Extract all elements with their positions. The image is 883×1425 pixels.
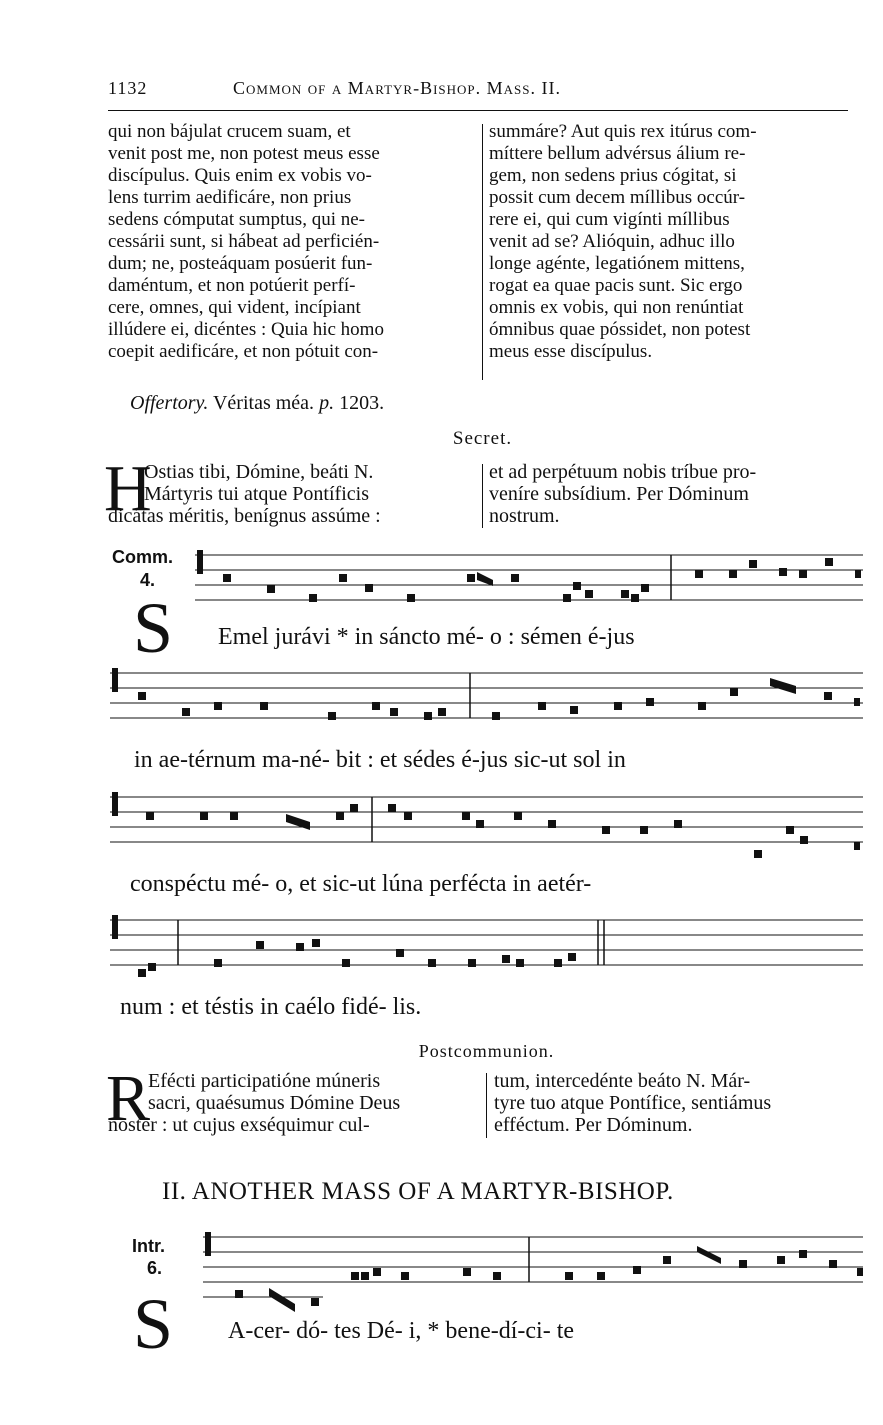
gospel-right-column: [489, 121, 854, 363]
postcommunion-left-line: noster : ut cujus exséquimur cul-: [108, 1114, 370, 1136]
gospel-left-line: lens turrim aedificáre, non prius: [108, 187, 352, 208]
postcommunion-left-line: Efécti participatióne múneris: [148, 1070, 381, 1092]
postcommunion-right-line: efféctum. Per Dóminum.: [494, 1114, 693, 1136]
header-rule: [108, 110, 848, 111]
postcommunion-right-line: tum, intercedénte beáto N. Már-: [494, 1070, 751, 1092]
offertory-line: [130, 392, 384, 415]
communion-text-line: conspéctu mé- o, et sic-ut lúna perfécta in aetér-: [130, 871, 592, 897]
gospel-right-line: rere ei, qui cum vigínti míllibus: [489, 209, 730, 230]
postcommunion-initial: R: [106, 1062, 151, 1135]
column-divider: [482, 124, 483, 380]
page-number: 1132: [108, 78, 148, 98]
gospel-right-line: gem, non sedens prius cógitat, si: [489, 165, 737, 186]
secret-right-column: [489, 461, 859, 527]
communion-staff-2: [110, 668, 863, 728]
gospel-left-line: sedens cómputat sumptus, qui ne-: [108, 209, 365, 230]
communion-initial: S: [133, 588, 174, 668]
secret-left-line: dicátas méritis, benígnus assúme :: [108, 505, 381, 527]
introit-text-line: A-cer- dó- tes Dé- i, * bene-dí-ci- te: [228, 1318, 575, 1344]
offertory-label: Offertory.: [130, 392, 209, 414]
gospel-left-line: illúdere ei, dicéntes : Quia hic homo: [108, 319, 384, 340]
communion-mode: 4.: [140, 570, 156, 590]
gospel-left-line: cessárii sunt, si hábeat ad perficién-: [108, 231, 380, 252]
gospel-left-line: venit post me, non potest meus esse: [108, 143, 380, 164]
gospel-left-line: discípulus. Quis enim ex vobis vo-: [108, 165, 372, 186]
communion-text-line: num : et téstis in caélo fidé- lis.: [120, 994, 422, 1020]
gospel-right-line: longe agénte, legatiónem mittens,: [489, 253, 745, 274]
postcommunion-left-column: [108, 1070, 480, 1136]
offertory-ref-page: 1203.: [339, 392, 385, 414]
communion-text-line: in ae-térnum ma-né- bit : et sédes é-jus sic-ut sol in: [134, 747, 626, 773]
gospel-right-line: omnis ex vobis, qui non renúntiat: [489, 297, 744, 318]
gospel-right-line: rogat ea quae pacis sunt. Sic ergo: [489, 275, 743, 296]
running-title: Common of a Martyr-Bishop. Mass. II.: [233, 78, 561, 98]
secret-right-line: veníre subsídium. Per Dóminum: [489, 483, 749, 505]
gospel-right-line: meus esse discípulus.: [489, 341, 653, 362]
secret-heading: Secret.: [452, 428, 513, 449]
communion-staff-3: [110, 792, 863, 858]
introit-label: Intr.: [132, 1236, 166, 1256]
gospel-right-line: ómnibus quae póssidet, non potest: [489, 319, 751, 340]
gospel-right-line: míttere bellum advérsus álium re-: [489, 143, 746, 164]
introit-initial: S: [133, 1284, 174, 1364]
gospel-left-line: qui non bájulat crucem suam, et: [108, 121, 351, 142]
column-divider: [482, 464, 483, 528]
gospel-left-column: [108, 121, 473, 363]
postcommunion-right-column: [494, 1070, 864, 1136]
introit-staff: [203, 1232, 863, 1316]
secret-left-column: [108, 461, 474, 527]
gospel-left-line: cere, omnes, qui vident, incípiant: [108, 297, 361, 318]
page-header: [108, 78, 848, 104]
gospel-right-line: summáre? Aut quis rex itúrus com-: [489, 121, 757, 142]
gospel-left-line: dum; ne, posteáquam posúerit fun-: [108, 253, 373, 274]
introit-mode: 6.: [147, 1258, 163, 1278]
secret-left-line: Mártyris tui atque Pontíficis: [144, 483, 369, 505]
gospel-right-line: possit cum decem míllibus occúr-: [489, 187, 746, 208]
postcommunion-right-line: tyre tuo atque Pontífice, sentiámus: [494, 1092, 772, 1114]
gospel-left-line: coepit aedificáre, et non pótuit con-: [108, 341, 379, 362]
secret-left-line: Ostias tibi, Dómine, beáti N.: [144, 461, 374, 483]
secret-right-line: et ad perpétuum nobis tríbue pro-: [489, 461, 757, 483]
column-divider: [486, 1073, 487, 1138]
offertory-text: Véritas méa.: [212, 392, 315, 414]
gospel-left-line: daméntum, et non potúerit perfí-: [108, 275, 356, 296]
communion-label: Comm.: [112, 547, 174, 567]
section-title: II. ANOTHER MASS OF A MARTYR-BISHOP.: [162, 1178, 674, 1205]
communion-text-line: Emel jurávi * in sáncto mé- o : sémen é-jus: [218, 624, 635, 650]
communion-staff-4: [110, 915, 863, 981]
gospel-right-line: venit ad se? Alióquin, adhuc illo: [489, 231, 735, 252]
secret-right-line: nostrum.: [489, 505, 560, 527]
postcommunion-heading: Postcommunion.: [418, 1041, 555, 1061]
postcommunion-left-line: sacri, quaésumus Dómine Deus: [148, 1092, 401, 1114]
secret-initial: H: [104, 452, 152, 525]
offertory-ref-label: p.: [319, 392, 335, 414]
communion-staff-1: [195, 550, 863, 610]
